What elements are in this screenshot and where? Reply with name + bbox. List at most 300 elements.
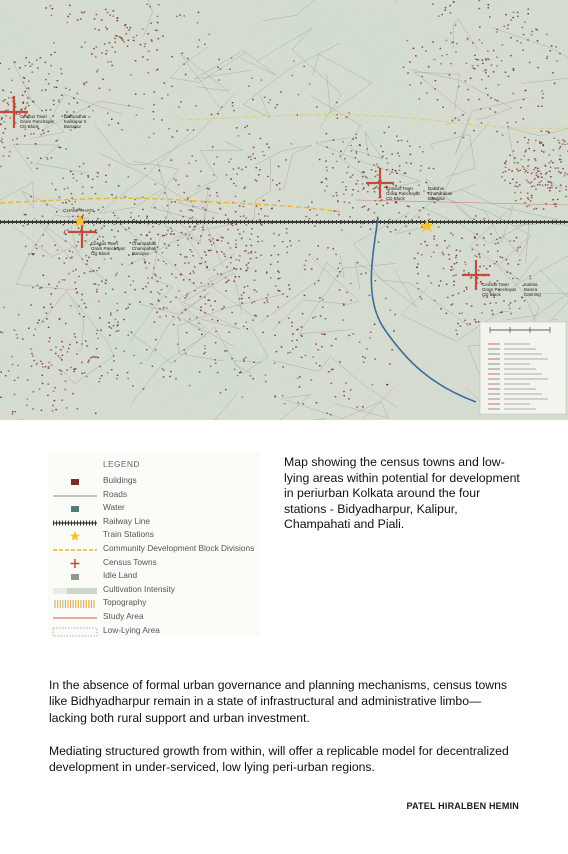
building-dot [356,406,358,407]
building-dot [27,398,29,399]
building-dot [139,301,141,302]
building-dot [243,360,245,361]
building-dot [371,169,373,170]
building-dot [192,271,194,272]
building-dot [96,333,98,334]
building-dot [36,168,38,169]
building-dot [479,257,481,258]
building-dot [378,242,380,243]
building-dot [230,159,232,160]
building-dot [292,340,294,341]
building-dot [48,73,50,74]
building-dot [434,300,436,301]
building-dot [40,158,42,159]
building-dot [130,27,132,28]
building-dot [116,378,118,379]
building-dot [395,170,397,171]
building-dot [122,40,124,41]
building-dot [392,169,394,170]
building-dot [227,219,229,220]
building-dot [170,227,172,228]
building-dot [560,155,562,156]
building-dot [124,351,126,352]
building-dot [539,182,541,183]
building-dot [24,91,26,92]
building-dot [546,34,548,35]
building-dot [185,74,187,75]
building-dot [336,161,338,162]
building-dot [68,103,70,104]
building-dot [551,185,553,186]
building-dot [513,70,515,71]
building-dot [230,247,232,248]
building-dot [456,43,458,44]
building-dot [287,352,289,353]
building-dot [422,151,424,152]
building-dot [497,250,499,251]
building-dot [117,325,119,326]
building-dot [208,284,210,285]
legend-label: Idle Land [103,570,138,581]
building-dot [161,98,163,99]
building-dot [50,109,52,110]
building-dot [513,151,515,152]
building-dot [415,55,417,56]
building-dot [117,375,119,376]
building-dot [188,210,190,211]
building-dot [74,333,76,334]
building-dot [324,334,326,335]
building-dot [153,133,155,134]
building-dot [364,206,366,207]
building-dot [539,171,541,172]
building-dot [504,180,506,181]
building-dot [253,147,255,148]
building-dot [198,323,200,324]
building-dot [183,63,185,64]
building-dot [146,218,148,219]
building-dot [564,144,566,145]
building-dot [483,218,485,219]
building-dot [85,307,87,308]
building-dot [474,237,476,238]
building-dot [37,322,39,323]
building-dot [50,65,52,66]
topography-bars-icon [51,596,99,607]
building-dot [349,202,351,203]
building-dot [84,84,86,85]
building-dot [407,206,409,207]
building-dot [112,47,114,48]
building-dot [244,127,246,128]
building-dot [333,139,335,140]
building-dot [350,283,352,284]
building-dot [230,257,232,258]
building-dot [214,301,216,302]
building-dot [28,88,30,89]
building-dot [69,5,71,6]
building-dot [326,179,328,180]
building-dot [62,355,64,356]
building-dot [488,7,490,8]
building-dot [50,304,52,305]
building-dot [543,151,545,152]
building-dot [562,168,564,169]
building-dot [42,321,44,322]
building-dot [291,325,293,326]
building-dot [248,252,250,253]
building-dot [266,143,268,144]
building-dot [11,97,13,98]
building-dot [93,270,95,271]
legend-row [48,583,260,594]
building-dot [16,138,18,139]
building-dot [535,160,537,161]
building-dot [4,121,6,122]
building-dot [455,330,457,331]
building-dot [478,270,480,271]
building-dot [31,353,33,354]
building-dot [471,305,473,306]
building-dot [534,150,536,151]
building-dot [522,27,524,28]
building-dot [156,70,158,71]
building-dot [165,217,167,218]
building-dot [562,143,564,144]
building-dot [333,195,335,196]
building-dot [289,240,291,241]
building-dot [272,180,274,181]
building-dot [502,257,504,258]
building-dot [433,252,435,253]
building-dot [474,68,476,69]
building-dot [469,323,471,324]
building-dot [390,231,392,232]
building-dot [171,273,173,274]
building-dot [370,332,372,333]
building-dot [274,363,276,364]
building-dot [530,278,532,279]
building-dot [171,56,173,57]
building-dot [487,51,489,52]
building-dot [266,297,268,298]
building-dot [233,110,235,111]
building-dot [314,226,316,227]
building-dot [220,69,222,70]
building-dot [109,335,111,336]
building-dot [445,10,447,11]
building-dot [177,240,179,241]
building-dot [156,49,158,50]
building-dot [186,332,188,333]
building-dot [226,174,228,175]
building-dot [316,363,318,364]
building-dot [76,353,78,354]
building-dot [82,12,84,13]
building-dot [542,145,544,146]
building-dot [114,38,116,39]
building-dot [185,297,187,298]
building-dot [91,187,93,188]
building-dot [32,355,34,356]
building-dot [239,372,241,373]
building-dot [304,269,306,270]
building-dot [78,228,80,229]
building-dot [311,201,313,202]
building-dot [264,302,266,303]
building-dot [204,289,206,290]
building-dot [359,145,361,146]
building-dot [276,351,278,352]
building-dot [256,291,258,292]
building-dot [22,338,24,339]
building-dot [368,208,370,209]
building-dot [39,288,41,289]
building-dot [479,8,481,9]
building-dot [130,212,132,213]
building-dot [449,5,451,6]
building-dot [348,398,350,399]
building-dot [468,272,470,273]
building-dot [109,89,111,90]
building-dot [2,90,4,91]
building-dot [118,330,120,331]
building-dot [178,184,180,185]
building-dot [113,325,115,326]
building-dot [391,172,393,173]
building-dot [332,369,334,370]
paragraph-governance: In the absence of formal urban governance and planning mechanisms, census towns like Bidhyadharpur remain in a state of infrastructural and administrative limbo—lacking both rural support and urban investment. [49,678,507,725]
building-dot [410,154,412,155]
building-dot [176,130,178,131]
building-dot [241,238,243,239]
building-dot [535,167,537,168]
building-dot [525,170,527,171]
building-dot [25,246,27,247]
building-dot [9,117,11,118]
building-dot [479,0,481,1]
building-dot [8,97,10,98]
building-dot [179,14,181,15]
building-dot [55,189,57,190]
building-dot [36,248,38,249]
building-dot [434,59,436,60]
building-dot [241,298,243,299]
building-dot [277,270,279,271]
building-dot [431,282,433,283]
building-dot [341,229,343,230]
building-dot [251,228,253,229]
building-dot [429,219,431,220]
building-dot [407,40,409,41]
building-dot [540,173,542,174]
building-dot [102,207,104,208]
building-dot [564,173,566,174]
building-dot [8,104,10,105]
building-dot [60,68,62,69]
building-dot [113,10,115,11]
building-dot [558,171,560,172]
building-dot [48,284,50,285]
building-dot [157,22,159,23]
building-dot [185,234,187,235]
building-dot [211,244,213,245]
building-dot [216,156,218,157]
building-dot [81,173,83,174]
building-dot [78,305,80,306]
building-dot [79,234,81,235]
building-dot [366,348,368,349]
building-dot [0,331,1,332]
building-dot [483,265,485,266]
building-dot [529,183,531,184]
building-dot [141,363,143,364]
building-dot [232,102,234,103]
legend-row [48,501,260,512]
building-dot [522,297,524,298]
building-dot [519,260,521,261]
building-dot [169,376,171,377]
building-dot [280,91,282,92]
building-dot [126,33,128,34]
building-dot [14,330,16,331]
building-dot [220,392,222,393]
building-dot [245,217,247,218]
building-dot [482,60,484,61]
building-dot [200,296,202,297]
building-dot [263,155,265,156]
author-name: PATEL HIRALBEN HEMIN [406,801,519,811]
building-dot [198,12,200,13]
building-dot [253,378,255,379]
building-dot [309,254,311,255]
building-dot [425,182,427,183]
building-dot [12,364,14,365]
building-dot [134,289,136,290]
building-dot [231,312,233,313]
building-dot [66,407,68,408]
building-dot [519,184,521,185]
building-dot [69,250,71,251]
building-dot [321,346,323,347]
building-dot [382,156,384,157]
building-dot [97,338,99,339]
building-dot [227,242,229,243]
building-dot [267,316,269,317]
building-dot [213,242,215,243]
building-dot [559,53,561,54]
building-dot [237,375,239,376]
building-dot [222,237,224,238]
building-dot [199,39,201,40]
building-dot [73,270,75,271]
building-dot [203,353,205,354]
building-dot [520,107,522,108]
building-dot [343,395,345,396]
building-dot [309,218,311,219]
building-dot [408,206,410,207]
building-dot [32,287,34,288]
building-dot [425,50,427,51]
building-dot [152,366,154,367]
building-dot [560,185,562,186]
building-dot [502,134,504,135]
building-dot [37,67,39,68]
building-dot [318,280,320,281]
building-dot [8,156,10,157]
building-dot [194,290,196,291]
building-dot [187,197,189,198]
building-dot [551,45,553,46]
building-dot [339,289,341,290]
building-dot [564,175,566,176]
building-dot [172,316,174,317]
building-dot [475,321,477,322]
building-dot [299,386,301,387]
building-dot [28,253,30,254]
building-dot [4,99,6,100]
building-dot [522,50,524,51]
building-dot [130,284,132,285]
building-dot [331,383,333,384]
building-dot [433,168,435,169]
building-dot [539,141,541,142]
building-dot [251,245,253,246]
building-dot [458,293,460,294]
building-dot [42,383,44,384]
building-dot [187,58,189,59]
building-dot [215,342,217,343]
building-dot [550,50,552,51]
building-dot [193,272,195,273]
building-dot [450,305,452,306]
building-dot [84,372,86,373]
building-dot [386,158,388,159]
building-dot [552,199,554,200]
building-dot [201,334,203,335]
building-dot [190,209,192,210]
building-dot [537,184,539,185]
building-dot [265,374,267,375]
building-dot [279,290,281,291]
building-dot [351,194,353,195]
building-dot [77,408,79,409]
building-dot [57,249,59,250]
building-dot [305,355,307,356]
building-dot [105,293,107,294]
building-dot [96,291,98,292]
building-dot [231,57,233,58]
building-dot [101,375,103,376]
building-dot [65,88,67,89]
building-dot [527,197,529,198]
building-dot [55,347,57,348]
building-dot [136,35,138,36]
building-dot [30,348,32,349]
building-dot [60,147,62,148]
building-dot [301,357,303,358]
building-dot [46,7,48,8]
building-dot [356,183,358,184]
building-dot [552,162,554,163]
building-dot [303,66,305,67]
building-dot [455,51,457,52]
building-dot [456,333,458,334]
building-dot [204,251,206,252]
building-dot [306,216,308,217]
building-dot [79,313,81,314]
building-dot [515,122,517,123]
